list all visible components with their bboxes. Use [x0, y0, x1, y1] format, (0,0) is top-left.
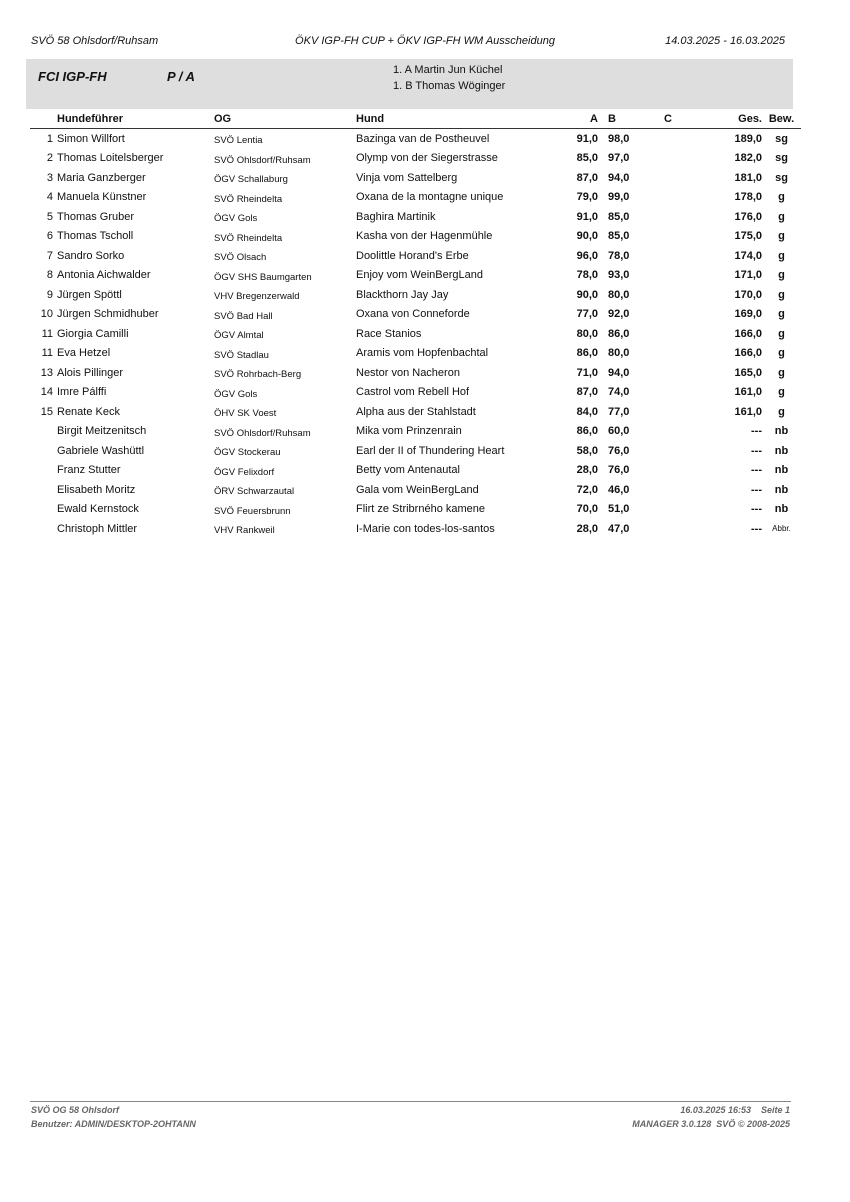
row-score-c: [664, 227, 704, 247]
table-row: [30, 480, 801, 500]
row-score-c: [664, 246, 704, 266]
row-rank: 7: [46, 249, 53, 262]
table-row: [30, 324, 801, 344]
row-total: ---: [751, 464, 762, 477]
results-table: [30, 110, 801, 539]
row-total: 166,0: [734, 347, 762, 360]
row-score-a: 28,0: [576, 522, 598, 535]
footer-version: MANAGER 3.0.128 SVÖ © 2008-2025: [632, 1119, 790, 1129]
row-score-a: 86,0: [576, 347, 598, 360]
row-score-a: 90,0: [576, 288, 598, 301]
row-score-a: 77,0: [576, 308, 598, 321]
row-dog: Castrol vom Rebell Hof: [356, 386, 470, 399]
row-dog: Nestor von Nacheron: [356, 366, 460, 379]
col-rank: [30, 110, 57, 129]
row-score-b: 76,0: [608, 444, 630, 457]
class-subtitle: P / A: [167, 69, 195, 84]
row-rating: g: [778, 288, 785, 301]
row-score-a: 72,0: [576, 483, 598, 496]
row-score-b: 98,0: [608, 132, 630, 145]
row-total: 176,0: [734, 210, 762, 223]
row-score-a: 78,0: [576, 269, 598, 282]
row-score-a: 90,0: [576, 230, 598, 243]
table-row: [30, 402, 801, 422]
row-score-b: 85,0: [608, 210, 630, 223]
row-rating: sg: [775, 171, 788, 184]
table-row: [30, 344, 801, 364]
row-rating: g: [778, 366, 785, 379]
row-dog: Flirt ze Stribrného kamene: [356, 503, 485, 516]
row-rank: [30, 461, 57, 481]
row-score-c: [664, 129, 704, 149]
row-og: ÖGV Stockerau: [214, 447, 281, 459]
row-handler: Thomas Gruber: [57, 210, 135, 223]
row-dog: Blackthorn Jay Jay: [356, 288, 449, 301]
row-og: ÖGV Schallaburg: [214, 174, 288, 186]
row-rating: nb: [774, 464, 789, 477]
row-og: ÖGV Gols: [214, 213, 258, 225]
judges-list: [393, 62, 505, 94]
row-total: 189,0: [734, 132, 762, 145]
row-total: 165,0: [734, 366, 762, 379]
row-rating: g: [778, 386, 785, 399]
row-score-a: 85,0: [576, 152, 598, 165]
row-rank: 9: [46, 288, 53, 301]
row-score-a: 91,0: [576, 210, 598, 223]
col-dog: Hund: [356, 110, 554, 129]
row-rank: 3: [46, 171, 53, 184]
row-total: 169,0: [734, 308, 762, 321]
row-dog: Mika vom Prinzenrain: [356, 425, 462, 438]
row-og: SVÖ Bad Hall: [214, 310, 273, 322]
table-row: [30, 207, 801, 227]
header-event: ÖKV IGP-FH CUP + ÖKV IGP-FH WM Ausscheidung: [295, 35, 555, 47]
footer-divider: [30, 1101, 791, 1102]
table-row: [30, 519, 801, 539]
row-og: SVÖ Ohlsdorf/Ruhsam: [214, 154, 311, 166]
row-score-a: 87,0: [576, 171, 598, 184]
row-score-a: 71,0: [576, 366, 598, 379]
judge-b: 1. B Thomas Wöginger: [393, 80, 506, 92]
row-rank: 10: [40, 308, 53, 321]
row-og: SVÖ Lentia: [214, 135, 263, 147]
row-og: SVÖ Feuersbrunn: [214, 505, 291, 517]
row-og: SVÖ Rohrbach-Berg: [214, 369, 302, 381]
row-rank: 11: [41, 347, 53, 360]
row-score-a: 80,0: [576, 327, 598, 340]
table-row: [30, 305, 801, 325]
row-score-b: 85,0: [608, 230, 630, 243]
row-rank: [30, 519, 57, 539]
row-rank: 14: [40, 386, 53, 399]
table-row: [30, 129, 801, 149]
row-total: ---: [751, 503, 762, 516]
row-rating: g: [778, 230, 785, 243]
row-handler: Sandro Sorko: [57, 249, 125, 262]
row-dog: Race Stanios: [356, 327, 422, 340]
row-dog: Gala vom WeinBergLand: [356, 483, 479, 496]
row-score-c: [664, 402, 704, 422]
row-total: 166,0: [734, 327, 762, 340]
row-score-c: [664, 422, 704, 442]
row-dog: Earl der II of Thundering Heart: [356, 444, 505, 457]
row-total: ---: [751, 425, 762, 438]
table-row: [30, 246, 801, 266]
footer-timestamp: 16.03.2025 16:53 Seite 1: [680, 1105, 790, 1115]
row-handler: Imre Pálffi: [57, 386, 107, 399]
row-score-b: 78,0: [608, 249, 630, 262]
row-og: ÖGV Almtal: [214, 330, 264, 342]
row-score-c: [664, 461, 704, 481]
table-row: [30, 188, 801, 208]
table-row: [30, 363, 801, 383]
row-og: SVÖ Stadlau: [214, 349, 269, 361]
row-rating: sg: [775, 152, 788, 165]
row-dog: Betty vom Antenautal: [356, 464, 460, 477]
row-handler: Elisabeth Moritz: [57, 483, 136, 496]
row-score-c: [664, 188, 704, 208]
row-score-c: [664, 344, 704, 364]
row-score-a: 84,0: [576, 405, 598, 418]
row-rating: g: [778, 308, 785, 321]
row-dog: Olymp von der Siegerstrasse: [356, 152, 498, 165]
footer-user: Benutzer: ADMIN/DESKTOP-2OHTANN: [31, 1119, 196, 1129]
row-og: SVÖ Ohlsdorf/Ruhsam: [214, 427, 311, 439]
row-rating: g: [778, 347, 785, 360]
row-score-c: [664, 305, 704, 325]
row-rating: nb: [774, 483, 789, 496]
row-og: VHV Rankweil: [214, 525, 275, 537]
table-row: [30, 285, 801, 305]
row-rating: g: [778, 405, 785, 418]
row-rank: [30, 500, 57, 520]
row-rating: g: [778, 210, 785, 223]
class-title: FCI IGP-FH: [38, 69, 107, 84]
row-score-b: 97,0: [608, 152, 630, 165]
table-row: [30, 441, 801, 461]
judge-a: 1. A Martin Jun Küchel: [393, 64, 503, 76]
row-score-c: [664, 519, 704, 539]
row-og: ÖRV Schwarzautal: [214, 486, 295, 498]
row-rating: g: [778, 327, 785, 340]
row-total: 161,0: [734, 405, 762, 418]
row-handler: Simon Willfort: [57, 132, 125, 145]
row-handler: Jürgen Schmidhuber: [57, 308, 159, 321]
row-score-c: [664, 266, 704, 286]
row-rating: g: [778, 191, 785, 204]
row-og: ÖGV SHS Baumgarten: [214, 271, 312, 283]
row-handler: Eva Hetzel: [57, 347, 111, 360]
col-total: Ges.: [704, 110, 762, 129]
row-total: 170,0: [734, 288, 762, 301]
row-total: 178,0: [734, 191, 762, 204]
col-a: A: [554, 110, 598, 129]
row-score-b: 76,0: [608, 464, 630, 477]
row-og: ÖGV Gols: [214, 388, 258, 400]
table-row: [30, 461, 801, 481]
row-total: ---: [751, 522, 762, 535]
row-score-a: 96,0: [576, 249, 598, 262]
row-total: 181,0: [734, 171, 762, 184]
table-header-row: [30, 110, 801, 129]
row-handler: Christoph Mittler: [57, 522, 138, 535]
row-rating: nb: [774, 444, 789, 457]
row-score-b: 51,0: [608, 503, 630, 516]
row-og: SVÖ Rheindelta: [214, 232, 283, 244]
row-rank: 15: [40, 405, 53, 418]
row-og: VHV Bregenzerwald: [214, 291, 300, 303]
row-rank: 1: [46, 132, 53, 145]
row-handler: Jürgen Spöttl: [57, 288, 122, 301]
row-rank: [30, 480, 57, 500]
row-score-a: 87,0: [576, 386, 598, 399]
row-score-b: 74,0: [608, 386, 630, 399]
row-score-b: 60,0: [608, 425, 630, 438]
row-rank: 5: [46, 210, 53, 223]
row-score-b: 80,0: [608, 347, 630, 360]
row-score-c: [664, 149, 704, 169]
row-total: 182,0: [734, 152, 762, 165]
row-score-c: [664, 500, 704, 520]
row-dog: Enjoy vom WeinBergLand: [356, 269, 483, 282]
row-handler: Thomas Tscholl: [57, 230, 134, 243]
row-total: 174,0: [734, 249, 762, 262]
row-score-c: [664, 363, 704, 383]
row-score-b: 47,0: [608, 522, 630, 535]
row-score-b: 92,0: [608, 308, 630, 321]
table-row: [30, 227, 801, 247]
row-rating: nb: [774, 425, 789, 438]
row-rank: 4: [46, 191, 53, 204]
row-score-c: [664, 383, 704, 403]
row-total: ---: [751, 444, 762, 457]
footer-club: SVÖ OG 58 Ohlsdorf: [31, 1105, 120, 1115]
row-dog: I-Marie con todes-los-santos: [356, 522, 495, 535]
row-rating: g: [778, 249, 785, 262]
row-score-c: [664, 480, 704, 500]
col-b: B: [598, 110, 664, 129]
row-score-a: 70,0: [576, 503, 598, 516]
row-score-b: 46,0: [608, 483, 630, 496]
col-handler: Hundeführer: [57, 110, 214, 129]
row-score-b: 93,0: [608, 269, 630, 282]
row-dog: Alpha aus der Stahlstadt: [356, 405, 476, 418]
row-rank: 2: [46, 152, 53, 165]
row-rank: 11: [41, 327, 53, 340]
row-total: 161,0: [734, 386, 762, 399]
row-score-b: 94,0: [608, 171, 630, 184]
row-handler: Franz Stutter: [57, 464, 121, 477]
row-total: 175,0: [734, 230, 762, 243]
row-rank: 13: [40, 366, 53, 379]
row-handler: Manuela Künstner: [57, 191, 147, 204]
row-rating: sg: [775, 132, 788, 145]
row-score-a: 79,0: [576, 191, 598, 204]
table-row: [30, 266, 801, 286]
row-rank: [30, 422, 57, 442]
col-rating: Bew.: [762, 110, 801, 129]
row-score-a: 58,0: [576, 444, 598, 457]
row-rating: nb: [774, 503, 789, 516]
row-handler: Ewald Kernstock: [57, 503, 139, 516]
row-score-a: 86,0: [576, 425, 598, 438]
row-og: SVÖ Olsach: [214, 252, 267, 264]
row-score-b: 94,0: [608, 366, 630, 379]
class-band: [26, 59, 793, 109]
table-row: [30, 383, 801, 403]
row-score-c: [664, 441, 704, 461]
row-handler: Gabriele Washüttl: [57, 444, 145, 457]
row-score-b: 80,0: [608, 288, 630, 301]
row-dog: Baghira Martinik: [356, 210, 436, 223]
row-score-b: 77,0: [608, 405, 630, 418]
row-handler: Antonia Aichwalder: [57, 269, 151, 282]
row-handler: Giorgia Camilli: [57, 327, 129, 340]
row-score-b: 99,0: [608, 191, 630, 204]
col-c: C: [664, 110, 704, 129]
row-dog: Bazinga van de Postheuvel: [356, 132, 490, 145]
row-dog: Oxana de la montagne unique: [356, 191, 504, 204]
row-handler: Alois Pillinger: [57, 366, 124, 379]
row-dog: Kasha von der Hagenmühle: [356, 230, 493, 243]
row-rating: Abbr.: [772, 524, 791, 534]
row-score-c: [664, 324, 704, 344]
row-rank: 6: [46, 230, 53, 243]
header-club: SVÖ 58 Ohlsdorf/Ruhsam: [31, 35, 159, 47]
row-score-b: 86,0: [608, 327, 630, 340]
row-score-c: [664, 168, 704, 188]
row-score-c: [664, 285, 704, 305]
row-og: ÖHV SK Voest: [214, 408, 277, 420]
table-row: [30, 149, 801, 169]
row-rank: [30, 441, 57, 461]
row-dog: Oxana von Conneforde: [356, 308, 470, 321]
row-score-c: [664, 207, 704, 227]
row-total: ---: [751, 483, 762, 496]
row-rank: 8: [46, 269, 53, 282]
row-og: ÖGV Felixdorf: [214, 466, 275, 478]
row-handler: Thomas Loitelsberger: [57, 152, 164, 165]
row-handler: Maria Ganzberger: [57, 171, 146, 184]
row-og: SVÖ Rheindelta: [214, 193, 283, 205]
table-row: [30, 500, 801, 520]
row-total: 171,0: [734, 269, 762, 282]
row-score-a: 91,0: [576, 132, 598, 145]
row-dog: Vinja vom Sattelberg: [356, 171, 458, 184]
col-og: OG: [214, 110, 356, 129]
row-dog: Aramis vom Hopfenbachtal: [356, 347, 489, 360]
table-row: [30, 168, 801, 188]
row-handler: Birgit Meitzenitsch: [57, 425, 147, 438]
row-rating: g: [778, 269, 785, 282]
row-handler: Renate Keck: [57, 405, 120, 418]
header-dates: 14.03.2025 - 16.03.2025: [665, 35, 785, 47]
row-dog: Doolittle Horand's Erbe: [356, 249, 469, 262]
table-row: [30, 422, 801, 442]
row-score-a: 28,0: [576, 464, 598, 477]
